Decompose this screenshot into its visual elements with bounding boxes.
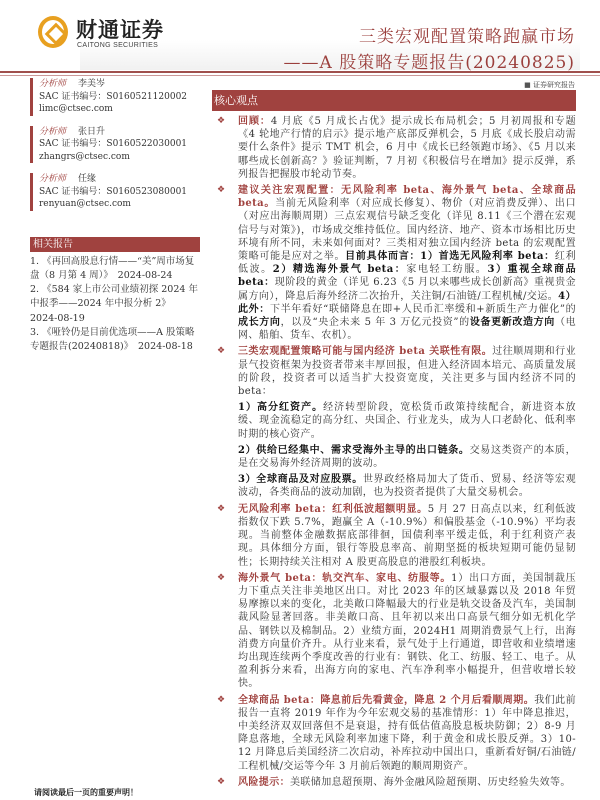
emphasis-text: 4）此外： — [238, 290, 576, 315]
related-reports-heading: 相关报告 — [30, 237, 200, 252]
company-logo — [38, 14, 183, 54]
analyst-sac: SAC 证书编号：S0160523080001 — [39, 186, 188, 197]
header-rule — [0, 71, 600, 76]
paragraph-heading: 回顾： — [238, 116, 271, 127]
paragraph-text: 4 月底《5 月成长占优》提示成长布局机会；5 月初周报和专题《4 轮地产行情的启示》提示地产底部反弹机会，5 月底《成长股启动需要什么条件》提示 TMT 机会，6 月中《成长已经领跑市场》、《5 月以来哪些成长创新高？》验证判断，7 月初《积极信号在增加》提示反弹，系列报告把握股市轮动节奏。 — [238, 116, 577, 180]
analyst-name: 张日升 — [78, 126, 106, 137]
diamond-bullet-icon: ❖ — [217, 185, 226, 196]
paragraph-text: 红利低波。 — [238, 251, 576, 276]
core-views-heading: 核心观点 — [212, 90, 576, 111]
analyst-card — [30, 173, 200, 211]
core-view-paragraph — [212, 694, 576, 773]
core-view-paragraph — [212, 444, 576, 470]
analyst-label: 分析师 — [39, 126, 67, 137]
emphasis-text: 目前具体而言：1）首选无风险利率 beta： — [345, 251, 555, 263]
analyst-name: 任缘 — [78, 174, 97, 184]
report-type-tag: ■ 证券研究报告 — [524, 80, 575, 90]
title-line-2: ——A 股策略专题报告(20240825) — [283, 53, 575, 73]
analyst-sac: SAC 证书编号：S0160521120002 — [39, 91, 188, 102]
core-view-paragraph — [212, 184, 576, 342]
core-view-paragraph — [212, 503, 576, 569]
related-reports-list — [30, 252, 200, 355]
paragraph-text: 美联储加息超预期、海外金融风险超预期、历史经验失效等。 — [290, 776, 571, 788]
core-view-paragraph — [212, 572, 576, 691]
emphasis-text: 2）精选海外景气 beta： — [272, 264, 407, 276]
core-view-paragraph — [212, 473, 576, 499]
paragraph-text: 家电轻工纺服。 — [406, 264, 488, 276]
emphasis-text: 设备更新改造方向 — [469, 317, 555, 329]
paragraph-text: 1）出口方面，美国制裁压力下重点关注非美地区出口。对比 2023 年的区域暴露以及 2018 年贸易摩擦以来的变化，北美敞口降幅最大的行业是轨交设备及汽车，美国制裁风险显著回落。非美敞口高、且年初以来出口高景气细分如无机化学品、钢铁以及棉制品。2）业绩方面，2024H1 周期消费景气上行，出海消费方向量价齐升。从行业来看，景气处于上行通道，即营收和业绩增速均出现连续两个季度改善的行业有：钢铁、化工、纺服、轻工、电子。从盈利拆分来看，出海方向的家电、汽车净利率小幅提升，但营收增长较快。 — [238, 572, 577, 690]
paragraph-heading: 三类宏观配置策略可能与国内经济 beta 关联性有限。 — [238, 346, 493, 358]
paragraph-heading: 海外景气 beta：轨交汽车、家电、纺服等。 — [238, 572, 452, 584]
diamond-bullet-icon: ❖ — [217, 776, 226, 787]
paragraph-text: 下半年看好“联储降息在即+人民币汇率缓和+新质生产力催化”的 — [269, 303, 576, 315]
left-sidebar — [30, 78, 200, 355]
related-report-item[interactable]: 1. 《再回高股息行情——“美”周市场复盘（8 月第 4 周）》 2024-08-24 — [30, 255, 195, 281]
diamond-bullet-icon: ❖ — [217, 116, 226, 126]
related-report-item[interactable]: 2. 《584 家上市公司业绩初探 2024 年中报季——2024 年中报分析 2》 2024-08-19 — [30, 284, 198, 324]
analyst-card — [30, 78, 200, 116]
paragraph-text: 过往顺周期和行业景气投资框架为投资者带来丰厚回报，但进入经济固本培元、高质量发展的阶段，投资者可以适当扩大投资宽度，关注更多与国内经济不同的 beta： — [238, 346, 577, 398]
paragraph-heading: 无风险利率 beta：红利低波超额明显。 — [238, 503, 428, 515]
analyst-sac: SAC 证书编号：S0160522030001 — [39, 139, 188, 149]
paragraph-heading: 风险提示： — [238, 776, 290, 788]
analyst-email[interactable]: zhangrs@ctsec.com — [39, 151, 130, 162]
emphasis-text: 成长方向 — [238, 317, 281, 329]
analyst-name: 李美岑 — [78, 79, 106, 89]
paragraph-text: 当前无风险利率（对应成长修复）、物价（对应消费反弹）、出口（对应出海顺周期）三点宏观信号缺乏变化（详见 8.11《三个潜在宏观信号与对策》)，市场成交维持低位。国内经济、地产、资本市场相比历史环境有所不同，未来如何面对？三类相对独立国内经济 beta 的宏观配置策略可能是应对之举。 — [238, 198, 576, 263]
paragraph-text: 世界政经格局加大了货币、贸易、经济等宏观波动，各类商品的波动加剧，也为投资者提供了大量交易机会。 — [238, 474, 576, 499]
paragraph-heading: 全球商品 beta：降息前后先看黄金，降息 2 个月后看顺周期。 — [238, 694, 535, 706]
diamond-bullet-icon: ❖ — [217, 572, 226, 583]
emphasis-text: 3）重视全球商品 beta： — [238, 264, 577, 289]
diamond-bullet-icon: ❖ — [217, 346, 226, 357]
paragraph-text: 交易这类资产的本质，是在交易海外经济周期的波动。 — [238, 444, 576, 470]
emphasis-text: 2）供给已经集中、需求受海外主导的出口链条。 — [238, 444, 470, 456]
diamond-bullet-icon: ❖ — [217, 503, 226, 514]
paragraph-text: 5 月 27 日高点以来，红利低波指数仅下跌 5.7%，跑赢全 A（-10.9%）和偏股基金（-10.9%）平均表现。当前整体金融数据底部徘徊，国债利率平缓走低，利于红利资产表现。具体细分方面，银行等股息率高、前期坚挺的板块短期可能仍显韧性；长期持续关注相对 A 股更高股息的港股红利板块。 — [238, 503, 576, 568]
emphasis-text: 1）高分红资产。 — [238, 402, 324, 414]
paragraph-text: ，以及“央企未来 5 年 3 万亿元投资”的 — [280, 317, 470, 329]
core-view-paragraph — [212, 115, 576, 181]
report-title — [284, 24, 575, 76]
analyst-email[interactable]: renyuan@ctsec.com — [39, 199, 131, 209]
paragraph-text: 我们此前报告一直将 2019 年作为今年宏观交易的基准情形：1）年中降息推迟，中美经济双双回落但不是衰退，持有低估值高股息板块防御；2）8-9 月降息落地，全球无风险利率加速下降，利于黄金和成长股反弹。3）10-12 月降息后美国经济二次启动，补库拉动中国出口，重新看好铜/石油链/工程机械/交运等今年 3 月前后领跑的顺周期资产。 — [238, 694, 577, 772]
paragraph-text: 经济转型阶段，宽松货币政策持续配合，新进资本放缓、现金流稳定的高分红、央国企、行业龙头，成为人口老龄化、低利率时期的核心资产。 — [238, 402, 576, 440]
paragraph-text: 现阶段的黄金（详见 6.23《5 月以来哪些成长创新高》重视贵金属方向），降息后海外经济二次抬升，关注铜/石油链/工程机械/交运。 — [238, 277, 576, 302]
logo-en: CAITONG SECURITIES — [77, 42, 159, 49]
analyst-email[interactable]: limc@ctsec.com — [39, 104, 113, 114]
diamond-bullet-icon: ❖ — [217, 694, 226, 705]
core-views-body — [212, 115, 576, 789]
paragraph-heading: 建议关注宏观配置：无风险利率 beta、海外景气 beta、全球商品 beta。 — [238, 185, 576, 210]
core-views-section — [212, 90, 576, 789]
analyst-label: 分析师 — [39, 79, 67, 89]
paragraph-text: （电网、船舶、货车、农机）。 — [238, 317, 576, 342]
title-line-1: 三类宏观配置策略跑赢市场 — [359, 27, 575, 47]
analyst-label: 分析师 — [39, 174, 67, 184]
core-view-paragraph — [212, 345, 576, 398]
disclaimer-note: 请阅读最后一页的重要声明！ — [34, 787, 138, 797]
logo-cn: 财通证券 — [76, 18, 164, 42]
core-view-paragraph — [212, 401, 576, 441]
related-report-item[interactable]: 3. 《哑铃仍是目前优选项——A 股策略专题报告(20240818)》 2024-08-18 — [30, 326, 195, 353]
emphasis-text: 3）全球商品及对应股票。 — [238, 474, 363, 486]
core-view-paragraph — [212, 776, 576, 789]
logo-icon — [38, 16, 68, 48]
analyst-card — [30, 126, 200, 164]
